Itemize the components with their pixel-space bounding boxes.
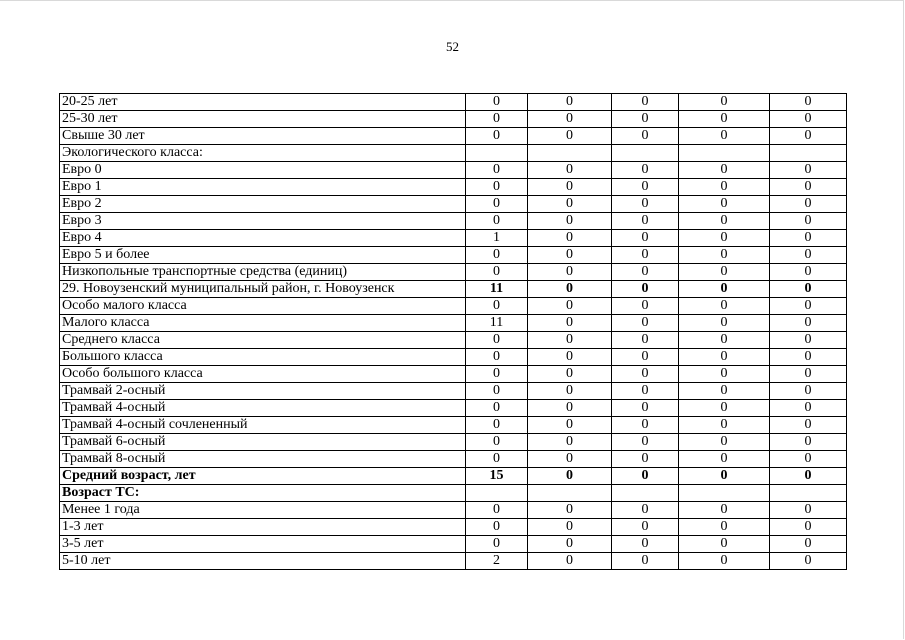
row-label: Трамвай 4-осный [60,400,466,417]
table-row [60,536,847,553]
table-row [60,349,847,366]
table-row [60,145,847,162]
value-cell: 11 [466,281,528,298]
row-label: Евро 0 [60,162,466,179]
value-cell: 0 [612,349,679,366]
table-row [60,247,847,264]
value-cell: 0 [466,213,528,230]
value-cell: 0 [528,162,612,179]
value-cell: 0 [679,162,770,179]
value-cell: 0 [528,519,612,536]
table-row [60,383,847,400]
row-label: Трамвай 4-осный сочлененный [60,417,466,434]
value-cell [528,485,612,502]
value-cell: 0 [679,94,770,111]
value-cell: 2 [466,553,528,570]
row-label: Малого класса [60,315,466,332]
value-cell: 0 [770,366,847,383]
table-row [60,111,847,128]
value-cell: 0 [770,213,847,230]
table-row [60,366,847,383]
value-cell: 0 [466,366,528,383]
table-row [60,417,847,434]
table-row [60,128,847,145]
value-cell: 0 [528,451,612,468]
value-cell: 0 [770,111,847,128]
row-label: Трамвай 8-осный [60,451,466,468]
value-cell: 0 [612,247,679,264]
value-cell: 0 [770,128,847,145]
table-row [60,281,847,298]
value-cell: 0 [528,553,612,570]
value-cell: 0 [770,434,847,451]
value-cell: 0 [770,179,847,196]
value-cell: 1 [466,230,528,247]
value-cell: 0 [770,349,847,366]
row-label: Трамвай 6-осный [60,434,466,451]
value-cell: 0 [528,332,612,349]
table-row [60,264,847,281]
value-cell: 0 [466,196,528,213]
row-label: Евро 2 [60,196,466,213]
row-label: 3-5 лет [60,536,466,553]
value-cell: 0 [679,111,770,128]
value-cell: 0 [679,196,770,213]
value-cell: 0 [770,315,847,332]
value-cell: 0 [770,417,847,434]
value-cell: 0 [679,451,770,468]
value-cell [612,145,679,162]
value-cell: 0 [612,264,679,281]
value-cell: 0 [466,264,528,281]
row-label: 25-30 лет [60,111,466,128]
value-cell: 11 [466,315,528,332]
table-row [60,162,847,179]
value-cell: 0 [770,230,847,247]
value-cell: 0 [679,434,770,451]
value-cell: 0 [528,417,612,434]
value-cell: 0 [770,332,847,349]
value-cell [528,145,612,162]
table-row [60,434,847,451]
value-cell: 0 [770,536,847,553]
value-cell: 0 [612,213,679,230]
value-cell: 0 [679,298,770,315]
row-label: Евро 3 [60,213,466,230]
value-cell: 0 [528,434,612,451]
value-cell: 0 [612,111,679,128]
value-cell: 0 [770,451,847,468]
value-cell: 0 [466,502,528,519]
value-cell: 0 [528,247,612,264]
value-cell: 0 [612,315,679,332]
value-cell: 0 [770,502,847,519]
row-label: Возраст ТС: [60,485,466,502]
value-cell: 0 [466,400,528,417]
row-label: Особо большого класса [60,366,466,383]
value-cell: 0 [466,179,528,196]
value-cell: 0 [612,196,679,213]
row-label: Евро 5 и более [60,247,466,264]
value-cell: 0 [528,94,612,111]
value-cell: 0 [679,417,770,434]
value-cell: 0 [528,196,612,213]
row-label: Евро 4 [60,230,466,247]
value-cell: 0 [612,366,679,383]
value-cell: 0 [466,434,528,451]
value-cell: 0 [528,111,612,128]
table-row [60,519,847,536]
value-cell: 0 [679,179,770,196]
table-row [60,485,847,502]
value-cell: 0 [466,298,528,315]
value-cell: 0 [528,281,612,298]
row-label: 5-10 лет [60,553,466,570]
value-cell [612,485,679,502]
value-cell: 0 [770,298,847,315]
value-cell: 0 [528,264,612,281]
value-cell: 0 [528,366,612,383]
value-cell: 0 [466,349,528,366]
value-cell [770,485,847,502]
row-label: Среднего класса [60,332,466,349]
value-cell: 0 [770,519,847,536]
value-cell: 0 [679,366,770,383]
value-cell: 0 [679,128,770,145]
value-cell: 0 [612,94,679,111]
value-cell: 0 [612,179,679,196]
value-cell: 0 [612,298,679,315]
value-cell: 0 [528,213,612,230]
value-cell: 0 [466,536,528,553]
value-cell: 0 [612,502,679,519]
value-cell: 0 [679,247,770,264]
value-cell: 0 [466,451,528,468]
table-row [60,179,847,196]
value-cell: 0 [528,349,612,366]
table-row [60,332,847,349]
value-cell: 0 [466,94,528,111]
row-label: Менее 1 года [60,502,466,519]
value-cell: 0 [612,536,679,553]
row-label: Большого класса [60,349,466,366]
table-row [60,298,847,315]
value-cell: 0 [528,536,612,553]
table-row [60,94,847,111]
value-cell: 0 [679,468,770,485]
value-cell: 0 [770,468,847,485]
value-cell: 0 [466,111,528,128]
row-label: Средний возраст, лет [60,468,466,485]
value-cell: 0 [528,383,612,400]
value-cell: 0 [679,383,770,400]
table-row [60,502,847,519]
value-cell: 0 [770,94,847,111]
value-cell: 0 [612,128,679,145]
value-cell [466,485,528,502]
value-cell: 0 [528,468,612,485]
value-cell: 0 [612,553,679,570]
value-cell: 0 [612,383,679,400]
value-cell: 0 [612,468,679,485]
value-cell: 0 [612,417,679,434]
value-cell: 0 [679,281,770,298]
value-cell: 0 [679,332,770,349]
value-cell: 0 [466,519,528,536]
value-cell [679,485,770,502]
row-label: Трамвай 2-осный [60,383,466,400]
value-cell: 0 [612,519,679,536]
row-label: 29. Новоузенский муниципальный район, г. Новоузенск [60,281,466,298]
value-cell: 0 [612,230,679,247]
value-cell: 0 [528,179,612,196]
value-cell: 0 [679,349,770,366]
value-cell: 0 [612,281,679,298]
value-cell: 0 [612,451,679,468]
value-cell: 0 [679,536,770,553]
value-cell: 0 [528,298,612,315]
table-row [60,213,847,230]
value-cell: 0 [770,264,847,281]
value-cell: 0 [528,502,612,519]
row-label: 20-25 лет [60,94,466,111]
value-cell: 0 [679,502,770,519]
value-cell: 0 [528,128,612,145]
value-cell: 0 [612,400,679,417]
row-label: Евро 1 [60,179,466,196]
value-cell [679,145,770,162]
value-cell: 0 [466,383,528,400]
value-cell: 0 [770,196,847,213]
table-row [60,468,847,485]
value-cell: 0 [770,553,847,570]
value-cell [466,145,528,162]
value-cell: 15 [466,468,528,485]
table-row [60,451,847,468]
value-cell: 0 [679,213,770,230]
value-cell: 0 [528,315,612,332]
row-label: 1-3 лет [60,519,466,536]
value-cell: 0 [770,247,847,264]
value-cell: 0 [679,230,770,247]
value-cell: 0 [612,434,679,451]
table-row [60,315,847,332]
page-number: 52 [446,39,459,54]
row-label: Свыше 30 лет [60,128,466,145]
value-cell: 0 [679,264,770,281]
value-cell: 0 [679,400,770,417]
table-body [60,94,847,570]
table-row [60,400,847,417]
value-cell: 0 [679,553,770,570]
value-cell: 0 [466,417,528,434]
value-cell: 0 [466,128,528,145]
value-cell [770,145,847,162]
value-cell: 0 [612,332,679,349]
row-label: Экологического класса: [60,145,466,162]
value-cell: 0 [770,383,847,400]
transport-statistics-table [59,93,847,570]
value-cell: 0 [466,162,528,179]
row-label: Низкопольные транспортные средства (единиц) [60,264,466,281]
value-cell: 0 [612,162,679,179]
value-cell: 0 [528,400,612,417]
value-cell: 0 [770,400,847,417]
value-cell: 0 [466,247,528,264]
value-cell: 0 [679,519,770,536]
value-cell: 0 [770,281,847,298]
value-cell: 0 [679,315,770,332]
table-row [60,196,847,213]
table-row [60,553,847,570]
table-row [60,230,847,247]
row-label: Особо малого класса [60,298,466,315]
value-cell: 0 [770,162,847,179]
value-cell: 0 [528,230,612,247]
value-cell: 0 [466,332,528,349]
